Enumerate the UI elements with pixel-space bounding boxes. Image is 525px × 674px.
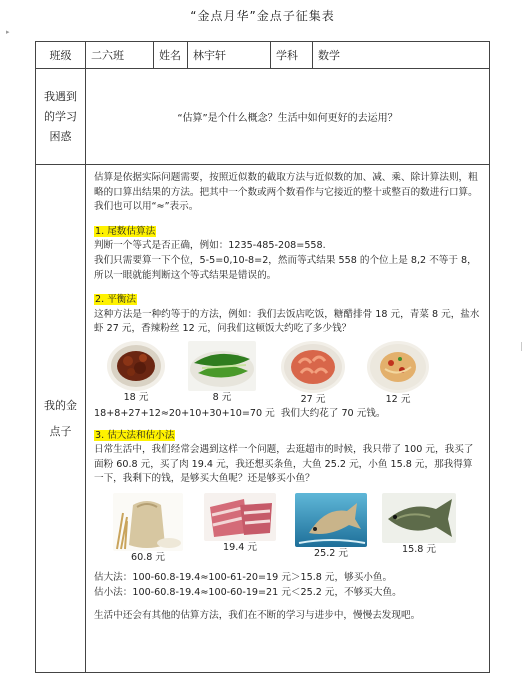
- section3-text: 日常生活中，我们经常会遇到这样一个问题，去逛超市的时候，我只带了 100 元，我买了面粉 60.8 元，买了肉 19.4 元，我还想买条鱼，大鱼 25.2 元，小鱼 15.8 元，那我得算一下，我剩下的钱，是够买大鱼呢？还是够买小鱼？: [94, 444, 474, 485]
- braised-ribs-image: [107, 341, 165, 391]
- dish-price: 12 元: [385, 393, 411, 405]
- section1-heading: 1. 尾数估算法: [95, 225, 156, 237]
- small-fish-image: [382, 493, 456, 543]
- header-row: [36, 42, 490, 69]
- dish-price: 27 元: [300, 393, 326, 405]
- idea-content: [86, 165, 490, 673]
- dish-price: 8 元: [212, 391, 232, 403]
- intro-text: 估算是依据实际问题需要，按照近似数的截取方法与近似数的加、减、乘、除计算法则，粗略的口算出结果的方法。把其中一个数或两个数看作与它接近的整十或整百的数进行口算。我们也可以用“≈”表示。: [94, 172, 478, 213]
- section1-line: 判断一个等式是否正确，例如：1235-485-208=558.: [94, 240, 326, 252]
- idea-row: [36, 165, 490, 673]
- flour-sack-image: [113, 493, 183, 551]
- collection-form-table: [35, 41, 490, 673]
- problem-label: 我遇到 的学习 困惑: [36, 69, 86, 165]
- section2-heading: 2. 平衡法: [95, 294, 136, 306]
- estimate-low-line: 估小法：100-60.8-19.4≈100-60-19=21 元＜25.2 元，不够买大鱼。: [94, 586, 402, 598]
- name-label: 姓名: [154, 42, 188, 69]
- subject-label: 学科: [271, 42, 313, 69]
- estimate-high-line: 估大法：100-60.8-19.4≈100-61-20=19 元＞15.8 元，够买小鱼。: [94, 571, 393, 583]
- class-label: 班级: [36, 42, 86, 69]
- section1-line: 我们只需要算一下个位，5-5=0,10-8=2，然而等式结果 558 的个位上是 8,2 不等于 8，所以一眼就能判断这个等式结果是错误的。: [94, 254, 477, 281]
- raw-pork-image: [204, 493, 276, 541]
- page-title: “金点月华”金点子征集表: [190, 9, 335, 23]
- idea-label: 我的金 点子: [36, 165, 86, 673]
- class-value: 二六班: [86, 42, 154, 69]
- grocery-price: 25.2 元: [313, 547, 348, 559]
- section2-text: 这种方法是一种约等于的方法，例如：我们去饭店吃饭，糖醋排骨 18 元，青菜 8 元，盐水虾 27 元，香辣粉丝 12 元，问我们这顿饭大约吃了多少钱？: [94, 308, 480, 335]
- section2-conclusion: 我们大约花了 70 元钱。: [280, 407, 386, 419]
- grocery-price: 60.8 元: [130, 551, 165, 563]
- grocery-photos: [94, 493, 481, 565]
- problem-row: [36, 69, 490, 165]
- salted-shrimp-image: [281, 341, 345, 393]
- dish-photos: [94, 341, 481, 407]
- closing-text: 生活中还会有其他的估算方法，我们在不断的学习与进步中，慢慢去发现吧。: [94, 610, 421, 622]
- name-value: 林宇轩: [188, 42, 271, 69]
- section3-heading: 3. 估大法和估小法: [95, 429, 175, 441]
- green-vegetable-image: [188, 341, 256, 391]
- spicy-vermicelli-image: [367, 341, 429, 393]
- problem-question: “估算”是个什么概念？生活中如何更好的去运用？: [86, 69, 490, 165]
- side-mark: |: [519, 342, 523, 352]
- dish-price: 18 元: [123, 391, 149, 403]
- big-fish-image: [295, 493, 367, 547]
- grocery-price: 19.4 元: [222, 541, 257, 553]
- corner-mark: ▸: [6, 28, 10, 36]
- subject-value: 数学: [313, 42, 490, 69]
- grocery-price: 15.8 元: [401, 543, 436, 555]
- section2-calculation: 18+8+27+12≈20+10+30+10=70 元: [94, 407, 275, 419]
